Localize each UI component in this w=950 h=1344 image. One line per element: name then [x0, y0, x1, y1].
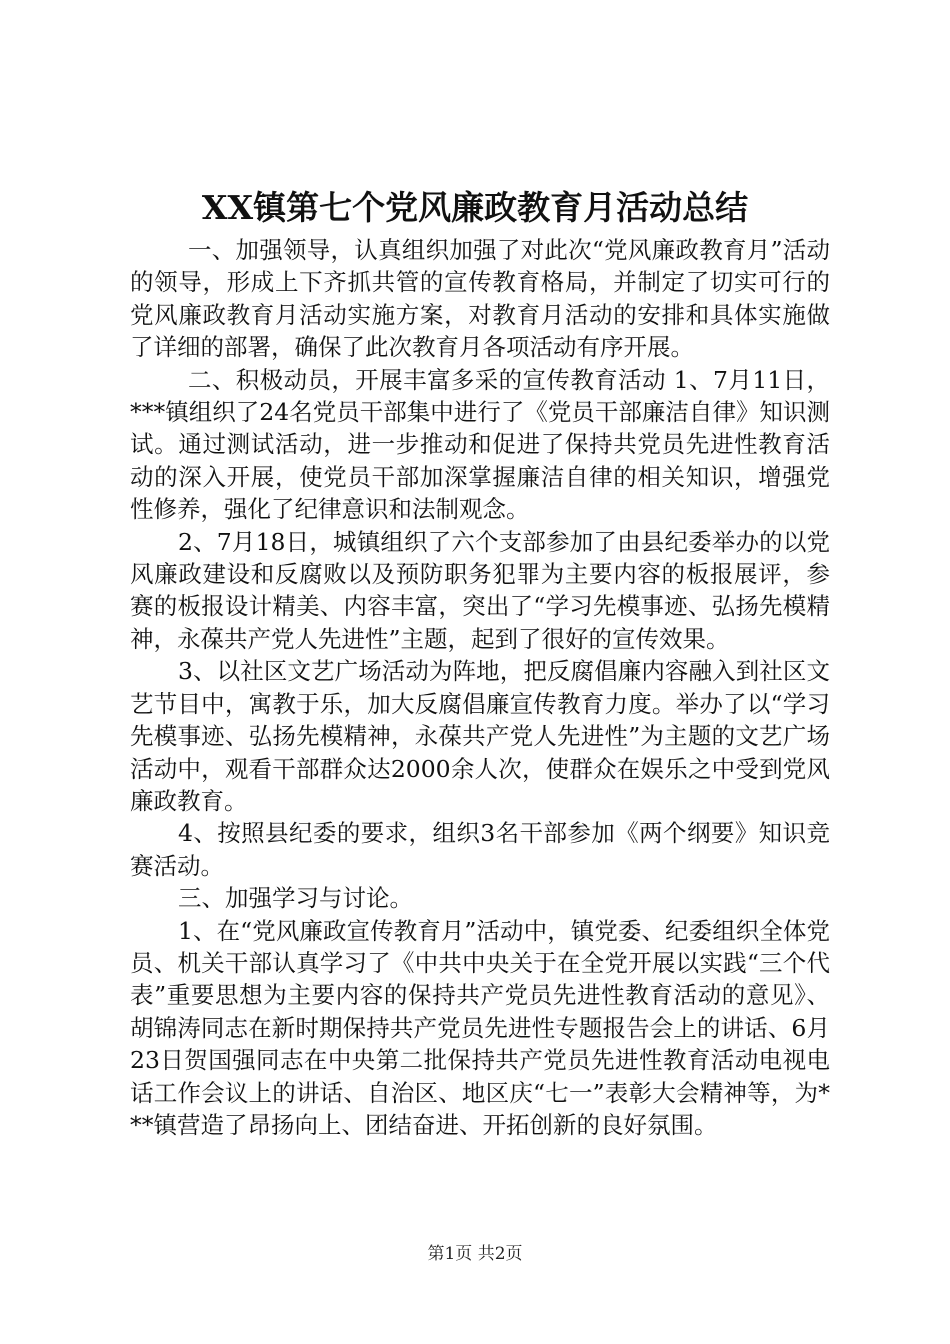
paragraph-7: 1、在“党风廉政宣传教育月”活动中，镇党委、纪委组织全体党员、机关干部认真学习了《中共中央关于在全党开展以实践“三个代表”重要思想为主要内容的保持共产党员先进性教育活动的意见》、胡锦涛同志在新时期保持共产党员先进性专题报告会上的讲话、6月23日贺国强同志在中央第二批保持共产党员先进性教育活动电视电话工作会议上的讲话、自治区、地区庆“七一”表彰大会精神等，为***镇营造了昂扬向上、团结奋进、开拓创新的良好氛围。	[130, 916, 830, 1139]
paragraph-5: 4、按照县纪委的要求，组织3名干部参加《两个纲要》知识竞赛活动。	[130, 819, 830, 880]
page-number-footer: 第1页 共2页	[427, 1244, 523, 1264]
paragraph-6: 三、加强学习与讨论。	[178, 884, 413, 913]
paragraph-2: 二、积极动员，开展丰富多采的宣传教育活动 1、7月11日，***镇组织了24名党员干部集中进行了《党员干部廉洁自律》知识测试。通过测试活动，进一步推动和促进了保持共党员先进性教育活动的深入开展，使党员干部加深掌握廉洁自律的相关知识，增强党性修养，强化了纪律意识和法制观念。	[130, 365, 830, 524]
paragraph-3: 2、7月18日，城镇组织了六个支部参加了由县纪委举办的以党风廉政建设和反腐败以及预防职务犯罪为主要内容的板报展评，参赛的板报设计精美、内容丰富，突出了“学习先模事迹、弘扬先模精神，永葆共产党人先进性”主题，起到了很好的宣传效果。	[130, 527, 830, 653]
document-body	[130, 234, 830, 1141]
paragraph-4: 3、以社区文艺广场活动为阵地，把反腐倡廉内容融入到社区文艺节目中，寓教于乐，加大反腐倡廉宣传教育力度。举办了以“学习先模事迹、弘扬先模精神，永葆共产党人先进性”为主题的文艺广场活动中，观看干部群众达2000余人次，使群众在娱乐之中受到党风廉政教育。	[130, 657, 830, 815]
paragraph-1: 一、加强领导，认真组织加强了对此次“党风廉政教育月”活动的领导，形成上下齐抓共管的宣传教育格局，并制定了切实可行的党风廉政教育月活动实施方案，对教育月活动的安排和具体实施做了详细的部署，确保了此次教育月各项活动有序开展。	[130, 236, 830, 362]
document-title: XX镇第七个党风廉政教育月活动总结	[201, 188, 749, 227]
